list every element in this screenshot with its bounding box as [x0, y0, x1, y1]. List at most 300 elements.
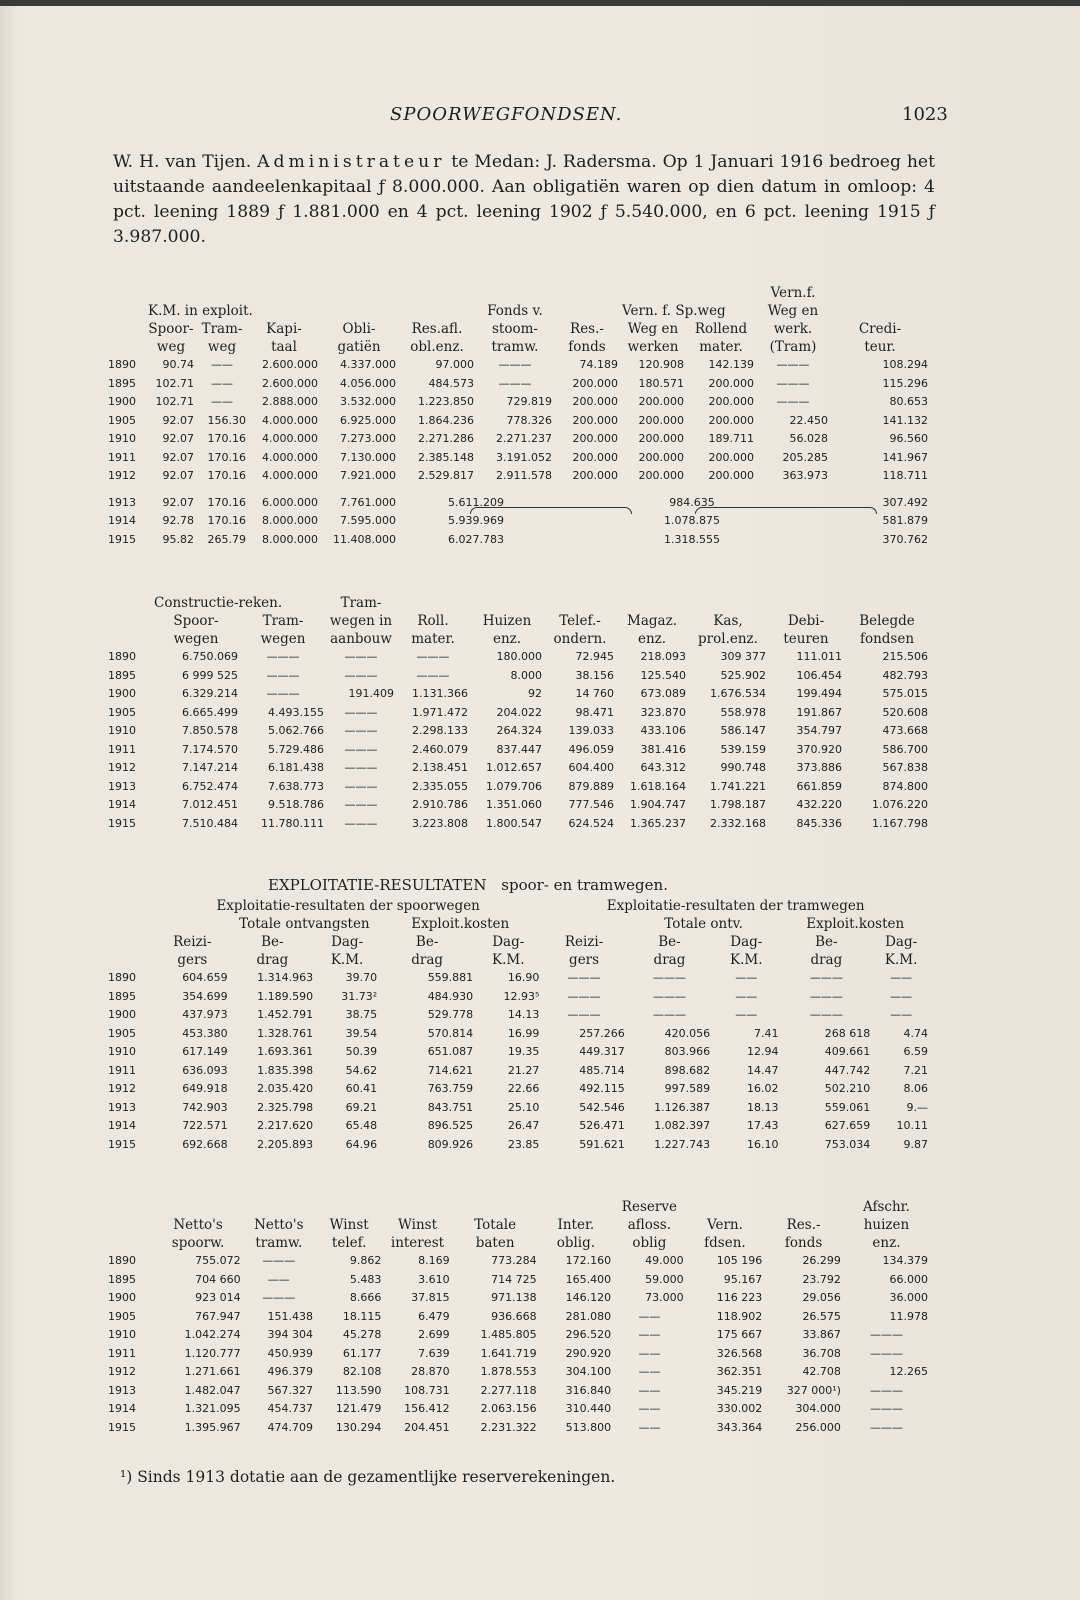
value-cell: 722.571: [182, 1119, 228, 1132]
value-cell: 8.000.000: [262, 532, 318, 546]
value-cell: 2.298.133: [412, 724, 468, 737]
value-cell: 170.16: [207, 450, 246, 464]
column-header: Res.-: [570, 321, 604, 337]
value-cell: 520.608: [882, 705, 928, 719]
value-cell: 296.520: [565, 1328, 612, 1341]
value-cell: 345.219: [716, 1383, 763, 1397]
value-cell: 1.076.220: [872, 798, 928, 811]
value-cell: 763.759: [427, 1082, 474, 1095]
value-cell: 1.693.361: [257, 1045, 314, 1058]
column-header: [315, 1198, 383, 1216]
value-cell: 33.867: [802, 1328, 841, 1341]
column-header: [320, 284, 398, 302]
value-cell: 437.973: [182, 1008, 228, 1021]
table-row: [108, 815, 930, 834]
year-cell: 1913: [108, 495, 136, 509]
value-cell: 1.120.777: [184, 1346, 241, 1360]
column-header: Huizen: [482, 613, 532, 629]
value-cell: 281.080: [565, 1309, 612, 1323]
value-cell: 1.223.850: [418, 395, 474, 408]
column-header: [554, 284, 620, 302]
value-cell: 95.167: [723, 1272, 763, 1286]
value-cell: 496.379: [267, 1365, 314, 1378]
value-cell: 2.460.079: [412, 742, 468, 756]
column-header: Dag-: [331, 934, 364, 950]
column-header: [470, 594, 544, 612]
year-cell: 1900: [108, 1008, 136, 1021]
column-header: [844, 594, 930, 612]
value-cell: 7.595.000: [340, 514, 396, 527]
column-header: [320, 302, 398, 320]
value-cell: 180.000: [496, 650, 542, 663]
year-cell: 1900: [108, 687, 136, 700]
value-cell: ———: [809, 1008, 843, 1021]
year-cell: 1895: [108, 989, 136, 1003]
column-header: [544, 594, 616, 612]
column-header: [248, 284, 320, 302]
value-cell: 54.62: [345, 1063, 378, 1077]
column-header: [108, 612, 152, 630]
value-cell: 5.062.766: [268, 724, 324, 737]
value-cell: 449.317: [579, 1045, 625, 1058]
value-cell: 617.149: [182, 1045, 228, 1058]
column-header: K.M.: [884, 952, 918, 968]
value-cell: 307.492: [882, 495, 928, 509]
year-cell: 1910: [108, 724, 136, 737]
column-header: enz.: [637, 631, 667, 647]
running-header: [0, 104, 1080, 128]
year-cell: 1905: [108, 413, 136, 427]
value-cell: 80.653: [889, 395, 928, 408]
value-cell: ——: [890, 971, 913, 984]
value-cell: 25.10: [507, 1100, 540, 1114]
column-header: taal: [271, 339, 297, 355]
value-cell: 627.659: [824, 1119, 871, 1132]
value-cell: 354.797: [796, 724, 842, 737]
value-cell: ——: [211, 358, 233, 371]
value-cell: 409.661: [824, 1045, 871, 1058]
value-cell: ———: [809, 971, 843, 984]
table-row: [108, 1289, 930, 1308]
value-cell: 310.440: [565, 1402, 612, 1415]
value-cell: ——: [211, 395, 233, 408]
value-cell: 7.130.000: [340, 450, 396, 464]
column-header: [688, 594, 768, 612]
value-cell: 586.700: [882, 742, 928, 756]
value-cell: 370.762: [882, 532, 928, 546]
value-cell: 558.978: [720, 705, 766, 719]
value-cell: 636.093: [182, 1063, 228, 1077]
value-cell: 265.79: [207, 532, 246, 546]
value-cell: 205.285: [782, 450, 828, 464]
value-cell: 141.967: [882, 450, 928, 464]
header-row: [108, 1234, 930, 1252]
value-cell: 1.676.534: [710, 687, 766, 700]
value-cell: ———: [344, 705, 378, 719]
year-cell: 1895: [108, 376, 136, 390]
value-cell: ———: [776, 376, 810, 390]
column-header: tramw.: [255, 1235, 303, 1251]
value-cell: 8.06: [903, 1082, 928, 1095]
value-cell: 1.012.657: [486, 761, 542, 774]
value-cell: 72.945: [575, 650, 614, 663]
table-row: [108, 778, 930, 797]
value-cell: 151.438: [267, 1309, 314, 1323]
column-header: Exploit.kosten: [806, 916, 905, 932]
value-cell: 4.000.000: [262, 469, 318, 482]
column-header: [686, 284, 756, 302]
column-header: (Tram): [769, 339, 817, 355]
value-cell: 2.217.620: [257, 1119, 314, 1132]
value-cell: 362.351: [716, 1365, 763, 1378]
table-row: [108, 685, 930, 704]
table-row: [108, 393, 930, 412]
table-row: [108, 1345, 930, 1364]
intro-name: W. H. van Tijen.: [113, 152, 258, 172]
value-cell: 474.709: [267, 1420, 314, 1434]
value-cell: 74.189: [579, 358, 618, 371]
table-row: [108, 1419, 930, 1438]
year-cell: 1911: [108, 742, 136, 756]
table-row: [108, 1400, 930, 1419]
value-cell: 16.90: [507, 971, 540, 984]
value-cell: 1.271.661: [184, 1365, 241, 1378]
value-cell: ———: [344, 724, 378, 737]
value-cell: 1.395.967: [184, 1420, 241, 1434]
column-header: Totale: [474, 1217, 517, 1233]
value-cell: 1.042.274: [184, 1328, 241, 1341]
value-cell: 624.524: [568, 816, 614, 830]
value-cell: 31.73²: [341, 989, 378, 1003]
value-cell: 200.000: [638, 469, 684, 482]
header-row: [108, 951, 930, 969]
intro-text: te Medan: J. Radersma. Op 1 Januari 1916 bedroeg het uitstaande aandeelenkapitaal ƒ 8.000.000. Aan obligatiën waren op dien datum in omloop: 4 pct. leening 1889 ƒ 1.881.000 en 4 pct. leening 1902 ƒ 5.540.000, en 6 pct. leening 1915 ƒ 3.987.000.: [113, 152, 936, 247]
value-cell: 92.07: [162, 413, 194, 427]
value-cell: ———: [262, 1291, 296, 1304]
value-cell: 200.000: [638, 450, 684, 464]
year-cell: 1895: [108, 668, 136, 682]
column-header: Be-: [658, 934, 681, 950]
table-row: [108, 1043, 930, 1062]
value-cell: 200.000: [708, 450, 754, 464]
value-cell: 5.939.969: [448, 514, 504, 527]
value-cell: 2.231.322: [480, 1420, 537, 1434]
value-cell: 2.271.237: [496, 432, 552, 445]
column-header: [108, 933, 155, 951]
year-cell: 1911: [108, 1346, 136, 1360]
value-cell: 304.000: [795, 1402, 841, 1415]
value-cell: 2.888.000: [262, 395, 318, 408]
year-cell: 1910: [108, 432, 136, 445]
value-cell: 496.059: [568, 742, 614, 756]
column-header: [398, 302, 476, 320]
value-cell: 767.947: [195, 1309, 241, 1323]
year-cell: 1913: [108, 1100, 136, 1114]
value-cell: 170.16: [207, 514, 246, 527]
year-cell: 1913: [108, 1383, 136, 1397]
construction-table: [108, 594, 930, 833]
value-cell: 1.321.095: [184, 1402, 241, 1415]
column-header: werken: [627, 339, 679, 355]
table-row: [108, 759, 930, 778]
value-cell: 1.126.387: [654, 1100, 711, 1114]
value-cell: ———: [344, 650, 378, 663]
column-header: [476, 284, 554, 302]
column-header: mater.: [699, 339, 743, 355]
value-cell: 200.000: [638, 413, 684, 427]
column-header: [541, 915, 626, 933]
value-cell: 923 014: [195, 1291, 241, 1304]
value-cell: ———: [416, 668, 450, 682]
value-cell: 714 725: [491, 1272, 537, 1286]
value-cell: 165.400: [565, 1272, 612, 1286]
value-cell: 327 000¹): [786, 1383, 841, 1397]
column-header: Afschr.: [862, 1199, 910, 1215]
header-row: [108, 302, 930, 320]
column-header: obl.enz.: [410, 339, 464, 355]
value-cell: 7.639: [418, 1346, 450, 1360]
value-cell: 9.87: [903, 1137, 928, 1151]
column-header: Weg en: [767, 303, 819, 319]
value-cell: ———: [869, 1346, 903, 1360]
value-cell: 29.056: [802, 1291, 841, 1304]
column-header: Rollend: [694, 321, 748, 337]
value-cell: 200.000: [572, 450, 618, 464]
value-cell: 16.10: [746, 1137, 779, 1151]
table-row: [108, 412, 930, 431]
value-cell: 92.07: [162, 450, 194, 464]
year-cell: 1912: [108, 1082, 136, 1095]
value-cell: 200.000: [572, 376, 618, 390]
value-cell: 3.191.052: [496, 450, 552, 464]
table-row: [108, 1006, 930, 1025]
value-cell: 2.138.451: [412, 761, 468, 774]
value-cell: 92.78: [162, 514, 194, 527]
value-cell: 502.210: [824, 1082, 871, 1095]
value-cell: 984.635: [669, 495, 715, 509]
column-header: [155, 915, 230, 933]
column-header: [398, 284, 476, 302]
value-cell: 26.575: [802, 1309, 841, 1323]
value-cell: 23.85: [507, 1137, 540, 1151]
value-cell: 5.483: [349, 1272, 382, 1286]
value-cell: 10.11: [896, 1119, 928, 1132]
column-header: Tram-: [262, 613, 304, 629]
value-cell: 73.000: [645, 1291, 684, 1304]
value-cell: 4.493.155: [268, 705, 324, 719]
table-row: [108, 704, 930, 723]
value-cell: ———: [567, 971, 601, 984]
table-row: [108, 356, 930, 375]
value-cell: 64.96: [345, 1137, 378, 1151]
value-cell: 450.939: [267, 1346, 314, 1360]
value-cell: 643.312: [640, 761, 686, 774]
column-header: Dag-: [492, 934, 525, 950]
value-cell: 473.668: [882, 724, 928, 737]
value-cell: 2.600.000: [262, 376, 318, 390]
value-cell: ——: [638, 1383, 661, 1397]
table-row: [108, 531, 930, 550]
value-cell: 1.452.791: [257, 1008, 314, 1021]
value-cell: 525.902: [720, 668, 766, 682]
header-row: [108, 612, 930, 630]
value-cell: 4.74: [903, 1026, 928, 1040]
value-cell: 879.889: [568, 779, 614, 793]
table-row: [108, 648, 930, 667]
column-header: Magaz.: [627, 613, 677, 629]
column-header: Exploitatie-resultaten der spoorwegen: [216, 898, 480, 914]
value-cell: ———: [567, 1008, 601, 1021]
value-cell: 102.71: [155, 395, 194, 408]
value-cell: 204.451: [404, 1420, 450, 1434]
table-row: [108, 375, 930, 394]
value-cell: 22.450: [789, 413, 828, 427]
value-cell: 773.284: [491, 1254, 537, 1267]
value-cell: 156.412: [404, 1402, 450, 1415]
column-header: [108, 320, 146, 338]
value-cell: ———: [567, 989, 601, 1003]
value-cell: 7.761.000: [340, 495, 396, 509]
value-cell: 191.409: [348, 687, 394, 700]
table-row: [108, 1271, 930, 1290]
column-header: [108, 302, 146, 320]
value-cell: 6.000.000: [262, 495, 318, 509]
value-cell: 575.015: [882, 687, 928, 700]
value-cell: 65.48: [345, 1119, 378, 1132]
value-cell: 108.731: [404, 1383, 450, 1397]
value-cell: 539.159: [720, 742, 766, 756]
value-cell: ——: [890, 1008, 913, 1021]
value-cell: 97.000: [435, 358, 474, 371]
value-cell: 257.266: [579, 1026, 625, 1040]
value-cell: 604.400: [568, 761, 614, 774]
table-row: [108, 467, 930, 486]
value-cell: 2.529.817: [418, 469, 474, 482]
header-row: [108, 897, 930, 915]
table-row: [108, 512, 930, 531]
year-cell: 1912: [108, 469, 136, 482]
value-cell: 7.147.214: [182, 761, 238, 774]
table-row: [108, 722, 930, 741]
value-cell: 755.072: [195, 1254, 241, 1267]
value-cell: 17.43: [746, 1119, 779, 1132]
value-cell: 12.265: [889, 1365, 928, 1378]
value-cell: ———: [344, 779, 378, 793]
value-cell: 484.573: [428, 376, 474, 390]
value-cell: 651.087: [427, 1045, 474, 1058]
value-cell: 604.659: [182, 971, 228, 984]
table-row: [108, 1382, 930, 1401]
value-cell: 130.294: [335, 1420, 382, 1434]
column-header: [243, 1198, 315, 1216]
value-cell: 175 667: [716, 1328, 763, 1341]
value-cell: ———: [652, 989, 686, 1003]
year-cell: 1900: [108, 1291, 136, 1304]
value-cell: ——: [735, 989, 758, 1003]
value-cell: 121.479: [335, 1402, 382, 1415]
value-cell: 373.886: [796, 761, 842, 774]
value-cell: 113.590: [335, 1383, 382, 1397]
column-header: [539, 1198, 614, 1216]
year-cell: 1912: [108, 761, 136, 774]
results-table: [108, 1198, 930, 1437]
column-header: Weg en: [627, 321, 679, 337]
value-cell: 330.002: [716, 1402, 763, 1415]
value-cell: 1.798.187: [710, 798, 766, 811]
column-header: drag: [411, 952, 444, 968]
value-cell: 56.028: [789, 432, 828, 445]
value-cell: ———: [869, 1420, 903, 1434]
column-header: Fonds v.: [487, 303, 543, 319]
value-cell: ———: [266, 650, 300, 663]
value-cell: 120.908: [638, 358, 684, 371]
value-cell: 837.447: [496, 742, 542, 756]
value-cell: 66.000: [889, 1272, 928, 1286]
value-cell: 61.177: [342, 1346, 382, 1360]
value-cell: 18.115: [342, 1309, 382, 1323]
value-cell: 742.903: [182, 1100, 228, 1114]
table-row: [108, 988, 930, 1007]
value-cell: 2.699: [418, 1328, 450, 1341]
exploitation-table: [108, 897, 930, 1154]
value-cell: 200.000: [572, 395, 618, 408]
value-cell: 26.299: [802, 1254, 841, 1267]
column-header: fonds: [784, 1235, 823, 1251]
column-header: drag: [653, 952, 686, 968]
value-cell: 141.132: [882, 413, 928, 427]
footnote: ¹) Sinds 1913 dotatie aan de gezamentlijke reserverekeningen.: [120, 1468, 616, 1486]
column-header: [830, 284, 930, 302]
column-header: Be-: [415, 934, 439, 950]
table-row: [108, 1308, 930, 1327]
value-cell: 661.859: [796, 779, 842, 793]
value-cell: 4.000.000: [262, 413, 318, 427]
value-cell: 3.223.808: [412, 816, 468, 830]
column-header: [146, 284, 196, 302]
column-header: Winst: [397, 1217, 437, 1233]
column-header: [108, 338, 146, 356]
table-row: [108, 1025, 930, 1044]
value-cell: 125.540: [640, 668, 686, 682]
column-header: Telef.-: [559, 613, 601, 629]
value-cell: 1.167.798: [872, 816, 928, 830]
value-cell: 1.079.706: [486, 779, 542, 793]
column-header: teuren: [783, 631, 829, 647]
value-cell: 264.324: [496, 724, 542, 737]
value-cell: 2.063.156: [480, 1402, 537, 1415]
column-header: Kapi-: [266, 321, 302, 337]
column-header: [383, 1198, 451, 1216]
column-header: drag: [810, 952, 843, 968]
value-cell: 309 377: [720, 650, 766, 663]
column-header: fdsen.: [704, 1235, 746, 1251]
value-cell: 2.600.000: [262, 358, 318, 371]
value-cell: 354.699: [182, 989, 228, 1003]
value-cell: 591.621: [579, 1137, 625, 1151]
value-cell: 11.408.000: [333, 532, 396, 546]
value-cell: 92.07: [162, 495, 194, 509]
value-cell: 215.506: [882, 650, 928, 663]
column-header: Netto's: [173, 1217, 223, 1233]
value-cell: 3.610: [418, 1272, 450, 1286]
value-cell: 394 304: [267, 1328, 314, 1341]
value-cell: 529.778: [427, 1008, 474, 1021]
column-header: tramw.: [491, 339, 539, 355]
value-cell: 432.220: [796, 798, 842, 811]
value-cell: 304.100: [565, 1365, 612, 1378]
column-header: [768, 594, 844, 612]
year-cell: 1915: [108, 1420, 136, 1434]
